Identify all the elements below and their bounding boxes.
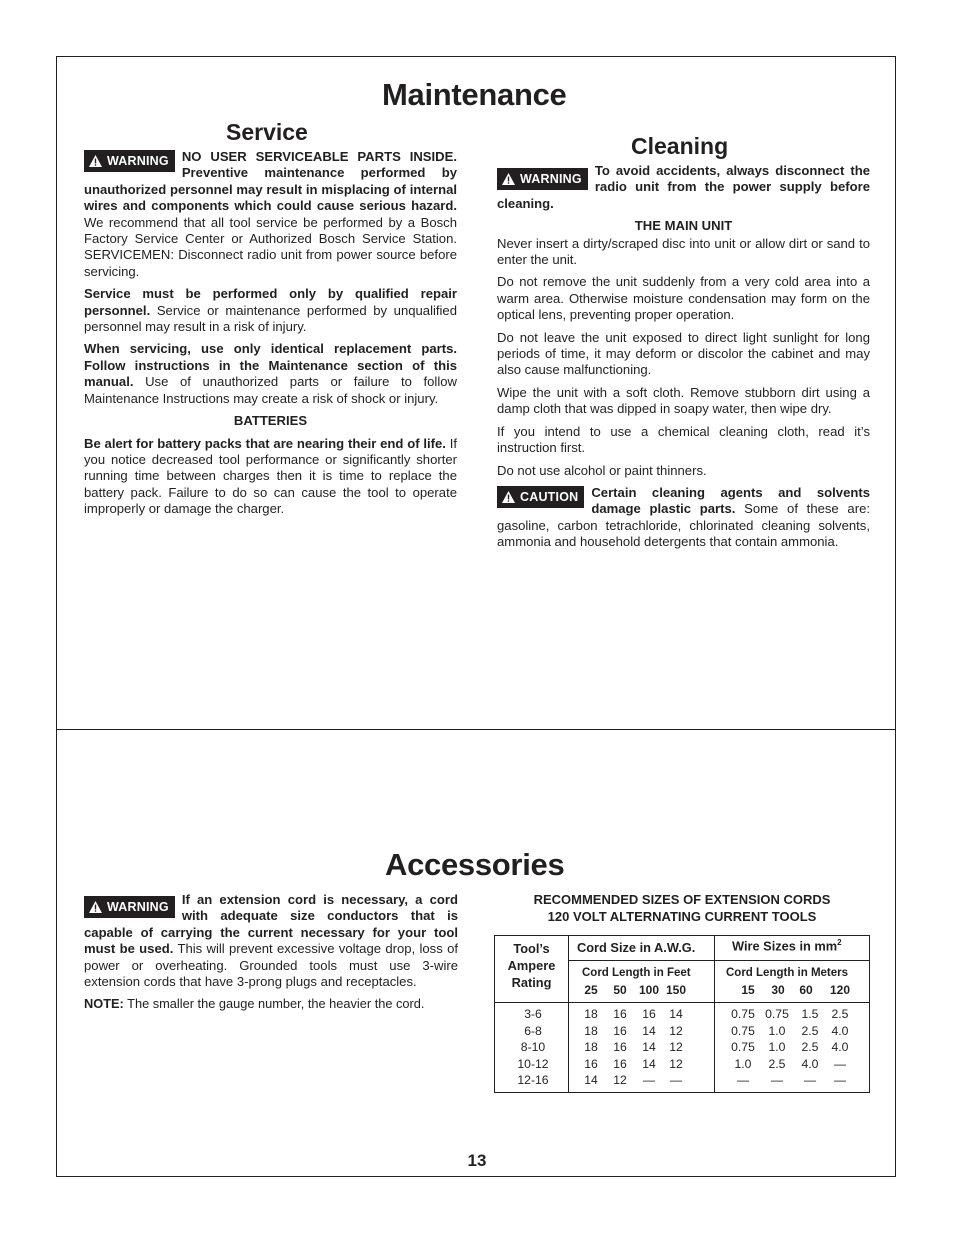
ampere-rating-cell: 8-10	[520, 1040, 546, 1054]
accessories-title: Accessories	[385, 847, 565, 882]
awg-cell: 16	[613, 1007, 627, 1021]
mm-cell: —	[736, 1073, 750, 1087]
mm-cell: 0.75	[731, 1007, 755, 1021]
replacement-text: Use of unauthorized parts or failure to follow Maintenance Instructions may create a risk of shock or injury.	[84, 374, 457, 406]
service-warning-text: We recommend that all tool service be performed by a Bosch Factory Service Center or Authorized Bosch Service Station. SERVICEMEN: Disconnect radio unit from power source before servicing.	[84, 214, 457, 279]
warning-badge: WARNING	[497, 168, 588, 190]
mm-cell: 1.5	[801, 1007, 819, 1021]
cleaning-paragraph: Do not leave the unit exposed to direct light sunlight for long periods of time, it may deform or discolor the cabinet and may also cause malfunctioning.	[497, 329, 870, 378]
awg-cell: —	[642, 1073, 656, 1087]
qualified-text: Service or maintenance performed by unqualified personnel may result in a risk of injury.	[84, 302, 457, 335]
mm-cell: 2.5	[831, 1007, 849, 1021]
mm-cell: —	[770, 1073, 784, 1087]
mm-cell: 4.0	[801, 1056, 819, 1071]
mm-cell: —	[803, 1073, 817, 1087]
mm-cell: —	[833, 1056, 847, 1071]
mm-cell: 0.75	[731, 1023, 755, 1038]
meters-header: Cord Length in Meters	[726, 967, 849, 979]
awg-cell: 12	[669, 1040, 683, 1054]
cleaning-paragraph: Wipe the unit with a soft cloth. Remove stubborn dirt using a damp cloth that was dipped in soapy water, then wipe dry.	[497, 384, 870, 417]
ampere-rating-cell: 10-12	[517, 1056, 549, 1071]
feet-header: Cord Length in Feet	[582, 967, 691, 979]
caution-text: Some of these are: gasoline, carbon tetrachloride, chlorinated cleaning solvents, ammonia and household detergents that contain ammonia.	[497, 501, 870, 550]
accessories-column	[84, 892, 458, 1019]
cleaning-paragraph: Never insert a dirty/scraped disc into unit or allow dirt or sand to enter the unit.	[497, 235, 870, 268]
extension-cord-table	[494, 935, 870, 1093]
awg-cell: 16	[613, 1040, 627, 1054]
table-title	[494, 892, 870, 925]
awg-cell: 18	[584, 1040, 598, 1054]
service-column	[84, 149, 457, 524]
awg-cell: 14	[642, 1040, 656, 1054]
note-label: NOTE:	[84, 996, 124, 1012]
warning-badge: WARNING	[84, 150, 175, 172]
feet-length: 100	[638, 983, 660, 997]
table-row	[495, 1007, 869, 1023]
battery-text: If you notice decreased tool performance or significantly shorter running time between charges then it is time to replace the battery pack. Failure to do so can cause the tool to operate improperly or damage the charger.	[84, 435, 457, 517]
cleaning-column	[497, 163, 870, 557]
ampere-rating-cell: 3-6	[524, 1007, 542, 1021]
mm-cell: 0.75	[731, 1040, 755, 1054]
meter-length: 30	[771, 983, 785, 997]
table-row	[495, 1073, 869, 1089]
awg-cell: —	[669, 1073, 683, 1087]
awg-cell: 18	[584, 1023, 598, 1038]
awg-cell: 16	[584, 1056, 598, 1071]
awg-cell: 16	[613, 1056, 627, 1071]
table-title-line-2: 120 VOLT ALTERNATING CURRENT TOOLS	[547, 908, 817, 924]
table-row	[495, 1057, 869, 1073]
main-unit-heading: THE MAIN UNIT	[634, 218, 733, 234]
cleaning-paragraph: Do not remove the unit suddenly from a very cold area into a warm area. Otherwise moisture condensation may form on the optical lens, preventing proper operation.	[497, 274, 870, 323]
header-divider	[568, 960, 869, 961]
awg-cell: 14	[669, 1007, 683, 1021]
cleaning-warning-bold: To avoid accidents, always disconnect the radio unit from the power supply before cleaning.	[497, 163, 870, 211]
warning-triangle-icon	[502, 491, 515, 503]
awg-cell: 14	[584, 1073, 598, 1087]
ampere-rating-header: Tool’s Ampere Rating	[507, 941, 556, 990]
ampere-rating-cell: 6-8	[524, 1023, 542, 1038]
meter-length: 15	[741, 983, 755, 997]
caution-bold: Certain cleaning agents and solvents damage plastic parts.	[591, 484, 870, 517]
awg-cell: 12	[669, 1056, 683, 1071]
awg-header: Cord Size in A.W.G.	[577, 940, 696, 955]
page-number: 13	[467, 1151, 487, 1170]
batteries-heading: BATTERIES	[233, 413, 308, 429]
section-divider	[56, 729, 896, 730]
mm-cell: 1.0	[768, 1040, 786, 1054]
service-warning-bold: NO USER SERVICEABLE PARTS INSIDE. Preventive maintenance performed by unauthorized personnel may result in misplacing of internal wires and components which could cause serious hazard.	[84, 149, 457, 214]
mm-cell: 1.0	[768, 1023, 786, 1038]
ampere-rating-cell: 12-16	[517, 1073, 549, 1087]
meter-length: 120	[829, 983, 851, 997]
table-title-line-1: RECOMMENDED SIZES OF EXTENSION CORDS	[533, 892, 831, 907]
mm-cell: —	[833, 1073, 847, 1087]
warning-triangle-icon	[89, 901, 102, 913]
awg-cell: 12	[613, 1073, 627, 1087]
warning-badge: WARNING	[84, 896, 175, 918]
mm-cell: 4.0	[831, 1040, 849, 1054]
feet-length: 50	[613, 983, 627, 997]
cleaning-paragraph: Do not use alcohol or paint thinners.	[497, 462, 707, 478]
maintenance-title: Maintenance	[382, 77, 567, 112]
awg-cell: 16	[642, 1007, 656, 1021]
extension-warning-text: This will prevent excessive voltage drop, loss of power or overheating. Grounded tools must use 3-wire extension cords that have 3-prong plugs and receptacles.	[84, 941, 458, 990]
feet-lengths	[495, 983, 869, 997]
caution-badge: CAUTION	[497, 486, 584, 508]
awg-cell: 14	[642, 1023, 656, 1038]
mm-cell: 2.5	[768, 1056, 786, 1071]
cleaning-paragraph: If you intend to use a chemical cleaning cloth, read it’s instruction first.	[497, 423, 870, 456]
awg-cell: 16	[613, 1023, 627, 1038]
mm-cell: 2.5	[801, 1040, 819, 1054]
mm-cell: 4.0	[831, 1023, 849, 1038]
feet-length: 25	[584, 983, 598, 997]
feet-length: 150	[665, 983, 687, 997]
cleaning-heading: Cleaning	[631, 133, 729, 159]
table-row	[495, 1040, 869, 1056]
awg-cell: 18	[584, 1007, 598, 1021]
warning-triangle-icon	[502, 173, 515, 185]
awg-cell: 12	[669, 1023, 683, 1038]
qualified-bold: Service must be performed only by qualified repair personnel.	[84, 286, 457, 318]
mm-header: Wire Sizes in $mm^2$	[732, 938, 842, 954]
note-text: The smaller the gauge number, the heavier the cord.	[123, 996, 425, 1012]
header-bottom-divider	[495, 1002, 869, 1003]
mm-cell: 2.5	[801, 1023, 819, 1038]
extension-warning-bold: If an extension cord is necessary, a cord with adequate size conductors that is capable of carrying the current necessary for your tool must be used.	[84, 892, 458, 957]
battery-bold: Be alert for battery packs that are nearing their end of life.	[84, 435, 446, 451]
replacement-bold: When servicing, use only identical replacement parts. Follow instructions in the Maintenance section of this manual.	[84, 341, 457, 390]
awg-cell: 14	[642, 1056, 656, 1071]
mm-cell: 0.75	[765, 1007, 789, 1021]
mm-cell: 1.0	[734, 1056, 752, 1071]
warning-triangle-icon	[89, 155, 102, 167]
table-row	[495, 1024, 869, 1040]
service-heading: Service	[226, 119, 308, 145]
meter-length: 60	[799, 983, 813, 997]
